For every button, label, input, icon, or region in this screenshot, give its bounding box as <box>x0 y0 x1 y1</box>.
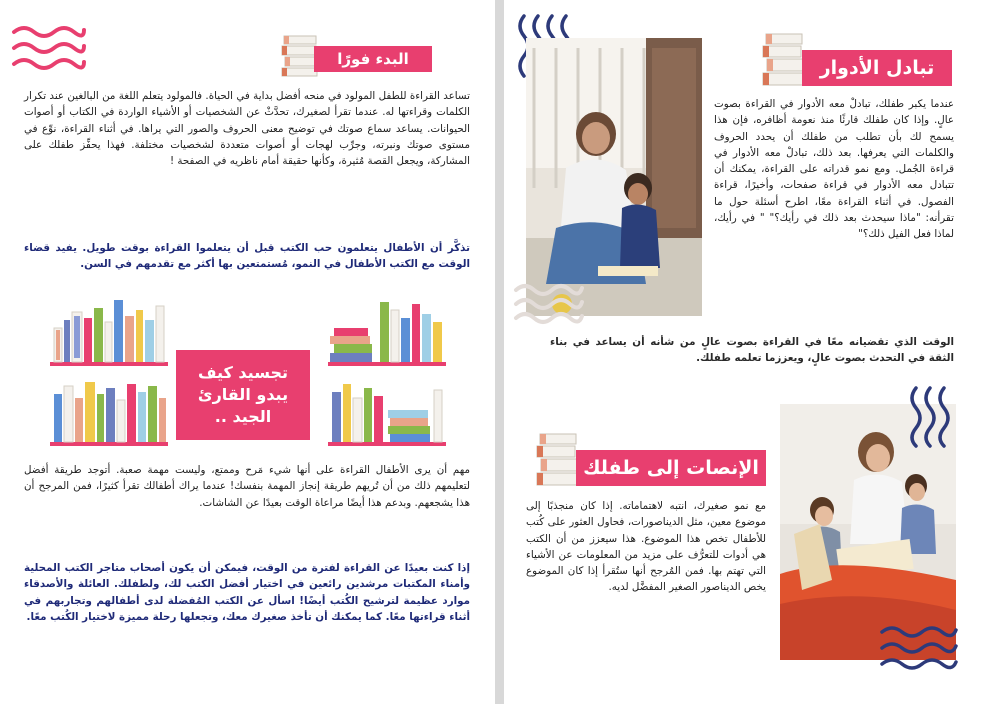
section-heading-good-reader: تجسيد كيف يبدو القارئ الجيد .. <box>176 350 310 440</box>
stacked-books-icon <box>760 32 806 90</box>
paragraph-listen-to-child: مع نمو صغيرك، انتبه لاهتماماته. إذا كان منجذبًا إلى موضوع معين، مثل الديناصورات، فحاول العثور على كُتب للأطفال تخص هذا الموضوع. هذا سيعزز من أن الكتب هي أدوات للتعرُّف على مزيد من المعلومات عن الأشياء التي تهتم بها. فمن المُرجح أنها ستُقرأ إذا كان الموضوع يخص الديناصور الصغير المفضَّل لديه. <box>526 500 766 594</box>
section-heading-start-now: البدء فورًا <box>314 46 432 72</box>
section-heading-turn-taking: تبادل الأدوار <box>802 50 952 86</box>
wave-lines-icon <box>512 282 584 326</box>
paragraph-turn-taking: عندما يكبر طفلك، تبادلْ معه الأدوار في القراءة بصوت عالٍ. وإذا كان طفلك قارئًا منذ نعومة أظافره، فإن هذا يسمح لك بأن تطلب من طفلك أن يحدد الحروف والكلمات التي يعرفها. بعد ذلك، تبادلْ معه الأدوار في قراءة الجُمل. ومع نمو قدراته على القراءة، يمكنك أن تتبادل معه الأدوار في قراءة صفحات، وأخيرًا، قراءة الفصول. في أثناء القراءة معًا، اطرح أسئلة حول ما تقرأنه: "ماذا سيحدث بعد ذلك في رأيك؟" " في رأيك، لماذا فعل الفيل ذلك؟" <box>714 98 954 241</box>
squiggle-lines-icon <box>906 384 962 450</box>
wave-lines-icon <box>10 22 86 74</box>
paragraph-start-now: تساعد القراءة للطفل المولود في منحه أفضل بداية في الحياة. فالمولود يتعلم اللغة من البالغين عند تكرار الكلمات وقراءتها له. عندما تقرأ لصغيرك، تحدَّثْ عن الشخصيات أو الأشياء الواردة في الكتاب أو أصوات الحيوانات. يساعد سماع صوتك في توضيح معنى الحروف والصور التي يراها. في أثناء القراءة، نوِّع في مستوى صوتك ونبرته، وجرِّب لهجات أو أصوات متعددة لشخصيات مختلفة. فهذا يحفِّز طفلك على المشاركة، ويجعل القصة مُثيرة، وكأنها حقيقة أمام ناظريه في الصفحة ! <box>24 90 470 168</box>
highlight-turn-taking: الوقت الذي تقضيانه معًا في القراءة بصوت عالٍ من شأنه أن يساعد في بناء الثقة في التحدث بصوت عالٍ، ويعززما تعلمه طفلك. <box>550 336 954 365</box>
stacked-books-icon <box>534 432 580 490</box>
highlight-start-now: تذكَّر أن الأطفال يتعلمون حب الكتب قبل أن يتعلموا القراءة بوقت طويل. يفيد قضاء الوقت مع الكتب الأطفال في النمو، مُستمتعين بها أكثر مع تقدمهم في السن. <box>24 242 470 271</box>
right-page <box>504 0 999 704</box>
highlight-good-reader: إذا كنت بعيدًا عن القراءة لفترة من الوقت، فيمكن أن يكون أصحاب متاجر الكتب المحلية وأمناء المكتبات مرشدين رائعين في اختيار أفضل الكتب لك، ولطفلك. العائلة والأصدقاء موارد عظيمة لترشيح الكُتب أيضًا! اسأل عن الكتب المُفضلة لدى أطفالهم وتجاربهم في أثناء قراءتها معًا. كما يمكنك أن تأخذ صغيرك معك، وتجعلها رحلة مميزة لاختيار الكُتب معًا. <box>24 562 470 623</box>
left-page <box>0 0 495 704</box>
paragraph-good-reader: مهم أن يرى الأطفال القراءة على أنها شيء مَرح وممتع، وليست مهمة صعبة. أتوجد طريقة أفضل لتعليمهم ذلك من أن تُريهم طريقة إنجاز المهمة بنفسك! عندما يراك أطفالك تقرأ كثيرًا، فمن المرجح أن هذا يشجعهم. وبدعم هذا أيضًا مراعاة الوقت بعيدًا عن الشاشات. <box>24 464 470 509</box>
photo-mother-and-children-reading-on-floor <box>526 38 702 316</box>
section-heading-listen-to-child: الإنصات إلى طفلك <box>576 450 766 486</box>
wave-lines-icon <box>878 624 958 672</box>
